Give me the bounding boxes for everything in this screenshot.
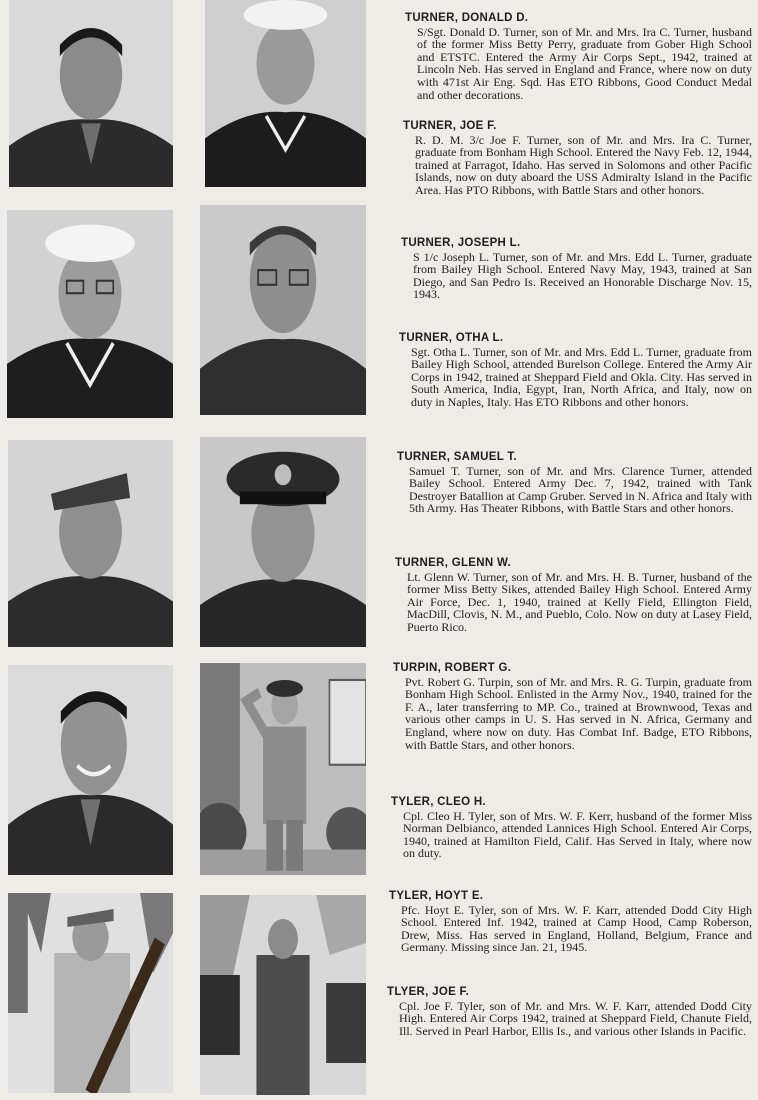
photo-turner-otha bbox=[200, 205, 366, 415]
entry-text: Samuel T. Turner, son of Mr. and Mrs. Clarence Turner, attended Bailey School. Entered Army Dec. 7, 1942, trained with Tank Destroyer Batallion at Camp Gruber. Served in N. Africa and Italy with 5th Army. Has Theater Ribbons, with Battle Stars and other honors. bbox=[409, 463, 752, 516]
portrait-sailor-icon bbox=[7, 210, 173, 418]
entry-text: Cpl. Cleo H. Tyler, son of Mrs. W. F. Kerr, husband of the former Miss Norman Delbianco, attended Lannices High School. Entered Air Corps, 1940, trained at Hamilton Field, Calif. Has Served in Italy, where now on duty. bbox=[403, 808, 752, 861]
portrait-officer-cap-icon bbox=[200, 437, 366, 647]
photo-turner-joseph bbox=[7, 210, 173, 418]
entry-text: R. D. M. 3/c Joe F. Turner, son of Mr. and Mrs. Ira C. Turner, graduate from Bonham High School. Entered the Navy Feb. 12, 1944, trained at Farragot, Idaho. Has served in Solomons and other Pacific Islands, now on duty aboard the USS Admiralty Island in the Pacific Area. Has PTO Ribbons, with Battle Stars and other honors. bbox=[415, 132, 752, 197]
entry-text: S/Sgt. Donald D. Turner, son of Mr. and Mrs. Ira C. Turner, husband of the former Miss Betty Perry, graduate from Gober High School and ETSTC. Entered the Army Air Corps Sept., 1942, trained at Lincoln Neb. Has served in England and France, where now on duty with 471st Air Eng. Sqd. Has ETO Ribbons, Good Conduct Medal and other decorations. bbox=[417, 24, 752, 102]
entry-text: Sgt. Otha L. Turner, son of Mr. and Mrs. Edd L. Turner, graduate from Bailey High School, attended Burelson College. Entered the Army Air Corps in 1942, trained at Sheppard Field and Okla. City. Has served in South America, India, Egypt, Iran, North Africa, and Italy, now on duty in Naples, Italy. Has ETO Ribbons and other honors. bbox=[411, 344, 752, 409]
portrait-army-icon bbox=[9, 0, 173, 187]
entry-name: TURPIN, ROBERT G. bbox=[393, 662, 512, 674]
entry-turner-samuel bbox=[397, 451, 752, 515]
entry-name: TYLER, HOYT E. bbox=[389, 890, 484, 902]
photo-turpin-robert bbox=[8, 665, 173, 875]
photo-tyler-hoyt bbox=[8, 893, 173, 1093]
entry-text: Cpl. Joe F. Tyler, son of Mr. and Mrs. W. F. Karr, attended Dodd City High. Entered Air Corps 1942, trained at Sheppard Field, Chanute Field, Ill. Served in Pearl Harbor, Ellis Is., and various other Islands in Pacific. bbox=[399, 998, 752, 1038]
photo-turner-samuel bbox=[8, 440, 173, 647]
entry-name: TURNER, OTHA L. bbox=[399, 332, 504, 344]
photo-tyler-joe bbox=[200, 895, 366, 1095]
entry-text: Lt. Glenn W. Turner, son of Mr. and Mrs. H. B. Turner, husband of the former Miss Betty Sikes, attended Bailey High School. Entered Army Air Force, Dec. 1, 1940, trained at Kelly Field, Ellington Field, MacDill, Clovis, N. M., and Pueblo, Colo. Now on duty at Lasey Field, Puerto Rico. bbox=[407, 569, 752, 634]
saluting-soldier-icon bbox=[200, 663, 366, 875]
entry-tyler-cleo bbox=[391, 796, 752, 860]
entry-name: TLYER, JOE F. bbox=[387, 986, 470, 998]
entry-turner-otha bbox=[399, 332, 752, 409]
standing-soldier-icon bbox=[200, 895, 366, 1095]
portrait-army-icon bbox=[200, 205, 366, 415]
photo-turner-donald bbox=[9, 0, 173, 187]
entry-turner-donald bbox=[405, 12, 752, 101]
entry-text: S 1/c Joseph L. Turner, son of Mr. and Mrs. Edd L. Turner, graduate from Bailey High School. Entered Navy May, 1943, trained at San Diego, and San Pedro Is. Received an Honorable Discharge Nov. 15, 1943. bbox=[413, 249, 752, 302]
photo-turner-glenn bbox=[200, 437, 366, 647]
entry-tyler-hoyt bbox=[389, 890, 752, 954]
entry-name: TURNER, JOE F. bbox=[403, 120, 497, 132]
portrait-army-icon bbox=[8, 665, 173, 875]
portrait-garrison-cap-icon bbox=[8, 440, 173, 647]
entry-text: Pfc. Hoyt E. Tyler, son of Mrs. W. F. Karr, attended Dodd City High School. Entered Inf. 1942, trained at Camp Hood, Camp Roberson, Drew, Miss. Has served in England, Holland, Belgium, France and Germany. Missing since Jan. 21, 1945. bbox=[401, 902, 752, 955]
photo-turner-joe bbox=[205, 0, 366, 187]
entry-name: TURNER, GLENN W. bbox=[395, 557, 511, 569]
entry-turner-joe bbox=[403, 120, 752, 197]
photo-tyler-cleo bbox=[200, 663, 366, 875]
entry-tyler-joe-f bbox=[387, 986, 752, 1037]
entry-turpin-robert bbox=[393, 662, 752, 751]
entry-name: TURNER, DONALD D. bbox=[405, 12, 529, 24]
entry-name: TURNER, JOSEPH L. bbox=[401, 237, 521, 249]
entry-text: Pvt. Robert G. Turpin, son of Mr. and Mrs. R. G. Turpin, graduate from Bonham High School. Enlisted in the Army Nov., 1940, trained for the F. A., later transferring to MP. Co., trained at Brownwood, Texas and various other camps in U. S. Has served in N. Africa, Germany and England, where now on duty. Has Combat Inf. Badge, ETO Ribbons, with Battle Stars, and other honors. bbox=[405, 674, 752, 752]
entry-name: TURNER, SAMUEL T. bbox=[397, 451, 517, 463]
entry-name: TYLER, CLEO H. bbox=[391, 796, 486, 808]
portrait-sailor-icon bbox=[205, 0, 366, 187]
entry-turner-glenn bbox=[395, 557, 752, 634]
entry-turner-joseph bbox=[401, 237, 752, 301]
soldier-with-rifle-icon bbox=[8, 893, 173, 1093]
